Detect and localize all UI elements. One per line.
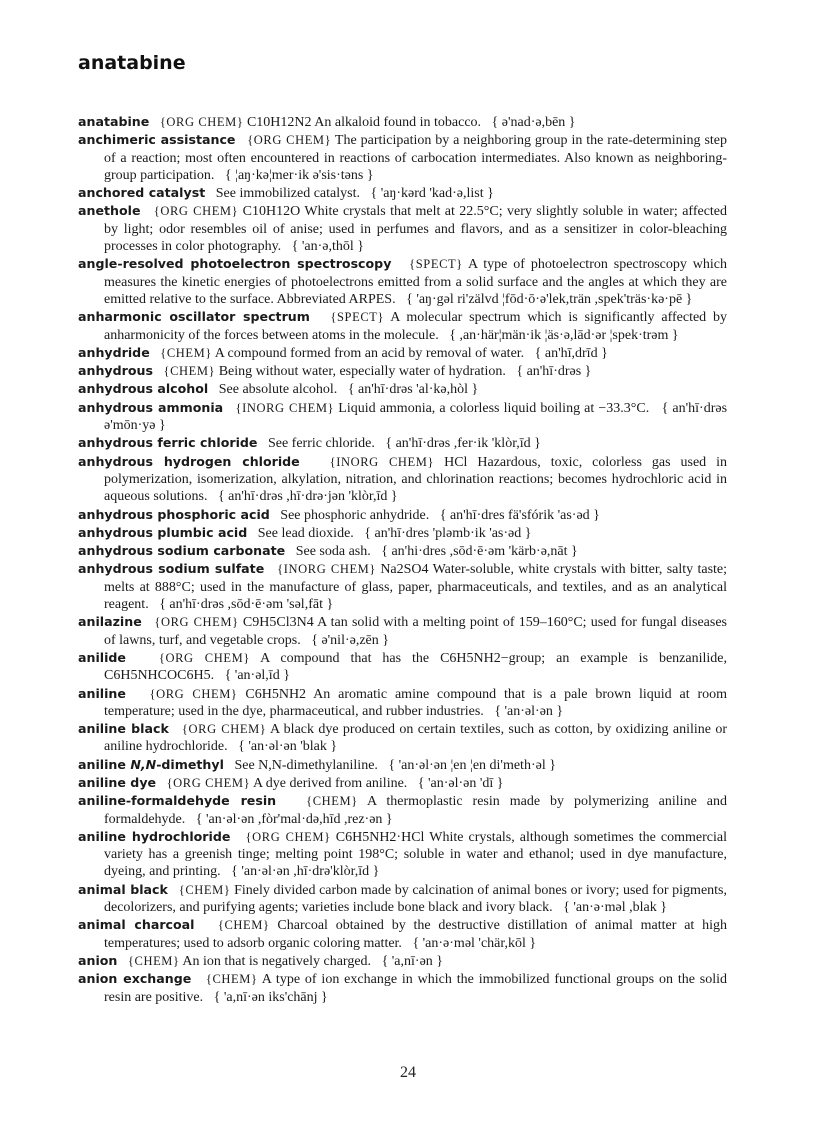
entry-definition: C6H5NH2 An aromatic amine compound that is a pale brown liquid at room temperature; used in the dye, pharmaceutical, and rubber industries.: [104, 686, 728, 719]
entry-term: aniline hydrochloride: [78, 828, 231, 844]
entry-pronunciation: { an'hi·dres ,sōd·ē·əm 'kärb·ə,nāt }: [381, 544, 578, 560]
dictionary-entry: [78, 792, 727, 828]
entry-term: anatabine: [78, 114, 150, 129]
entry-term: anhydrous alcohol: [78, 381, 209, 397]
entry-pronunciation: { an'hī·dres fä'sfórik 'as·əd }: [439, 507, 600, 523]
entry-definition: A molecular spectrum which is significantly affected by anharmonicity of the forces between atoms in the molecule.: [104, 310, 728, 343]
entry-definition: C9H5Cl3N4 A tan solid with a melting point of 159–160°C; used for fungal diseases of lawns, turf, and vegetable crops.: [104, 615, 727, 648]
entry-category: {ORG CHEM}: [149, 686, 238, 701]
entry-term: anhydrous sodium sulfate: [78, 561, 265, 577]
entry-category: {ORG CHEM}: [154, 615, 239, 630]
entry-term: anhydride: [78, 344, 150, 360]
entry-definition: The participation by a neighboring group in the rate-determining step of a reaction; most often encountered in reactions of carbocation intermediates. Also known as neighboring-group participation.: [104, 133, 728, 183]
entry-pronunciation: { an'hī·dres 'pləmb·ik 'as·əd }: [364, 525, 532, 541]
entry-term: anchimeric assistance: [78, 132, 236, 148]
dictionary-entry: [78, 649, 727, 685]
entry-term: animal black: [78, 881, 168, 897]
entry-term: anilazine: [78, 614, 142, 630]
entry-category: {ORG CHEM}: [245, 829, 331, 844]
entry-term: anhydrous ammonia: [78, 399, 224, 415]
entry-category: {INORG CHEM}: [329, 454, 435, 469]
entry-definition: Finely divided carbon made by calcination of animal bones or ivory; used for pigments, decolorizers, and purifying agents; varieties include bone black and ivory black.: [104, 882, 728, 916]
entry-term: anion: [78, 952, 118, 968]
entry-category: {ORG CHEM}: [158, 650, 250, 665]
entry-definition: See absolute alcohol.: [218, 382, 338, 398]
entry-pronunciation: { 'an·əl·ən 'blak }: [238, 739, 338, 755]
entry-category: {CHEM}: [306, 794, 358, 809]
entry-pronunciation: { an'hī·drəs }: [516, 364, 592, 380]
entry-pronunciation: { an'hī·drəs 'al·kə,hòl }: [347, 382, 479, 398]
entry-definition: A dye derived from aniline.: [252, 775, 408, 791]
dictionary-entry: [78, 184, 727, 202]
page-number: 24: [400, 1064, 416, 1081]
entry-category: {INORG CHEM}: [235, 400, 335, 415]
dictionary-entry: [78, 828, 727, 881]
entry-term: anion exchange: [78, 971, 192, 987]
entry-definition: See N,N-dimethylaniline.: [234, 757, 378, 773]
entry-pronunciation: { ə'nil·ə,zēn }: [311, 632, 389, 648]
entry-pronunciation: { an'hī·drəs ə'mōn·yə }: [104, 400, 728, 434]
entry-term: aniline black: [78, 721, 169, 737]
entry-category: {ORG CHEM}: [247, 133, 332, 148]
entry-term: aniline: [78, 685, 126, 701]
entry-pronunciation: { 'an·əl·ən }: [494, 703, 564, 719]
entry-term: angle-resolved photoelectron spectroscopy: [78, 256, 392, 272]
entry-category: {CHEM}: [160, 345, 212, 360]
dictionary-entry: [78, 970, 727, 1006]
entry-term: anharmonic oscillator spectrum: [78, 309, 310, 325]
entry-term: aniline dye: [78, 774, 157, 790]
entry-term: aniline N,N-dimethyl: [78, 756, 224, 772]
entry-pronunciation: { ə'nad·ə,bēn }: [491, 115, 576, 130]
entry-term: animal charcoal: [78, 917, 195, 933]
entry-pronunciation: { ¦aŋ·kə¦mer·ik ə'sis·təns }: [224, 167, 374, 183]
dictionary-entry: [78, 542, 727, 560]
dictionary-entry: [78, 685, 727, 721]
entry-category: {CHEM}: [127, 953, 180, 968]
entry-definition: An ion that is negatively charged.: [182, 953, 372, 969]
entry-definition: A thermoplastic resin made by polymerizing aniline and formaldehyde.: [104, 794, 727, 827]
dictionary-entry: [78, 202, 727, 255]
entry-term: anethole: [78, 203, 141, 219]
dictionary-entry: [78, 720, 727, 756]
entry-pronunciation: { 'a,nī·ən }: [381, 953, 444, 969]
dictionary-entry: [78, 506, 727, 524]
entry-pronunciation: { 'an·əl·ən ¦en ¦en di'meth·əl }: [388, 757, 556, 773]
running-head: anatabine: [78, 52, 186, 74]
entry-pronunciation: { 'a,nī·ən iks'chānj }: [213, 989, 328, 1005]
dictionary-entry: [78, 308, 727, 344]
entry-category: {CHEM}: [217, 918, 270, 933]
entry-list: [78, 113, 727, 1006]
entry-category: {SPECT}: [409, 257, 463, 272]
entry-definition: See phosphoric anhydride.: [280, 507, 430, 523]
entry-pronunciation: { 'an·ə,thōl }: [291, 239, 365, 255]
entry-term: anhydrous: [78, 363, 153, 379]
entry-category: {ORG CHEM}: [159, 115, 244, 129]
entry-term: anhydrous plumbic acid: [78, 524, 248, 540]
entry-definition: See lead dioxide.: [257, 525, 354, 541]
dictionary-entry: [78, 756, 727, 774]
entry-pronunciation: { an'hī·drəs ,sōd·ē·əm 'səl,fāt }: [159, 597, 334, 613]
dictionary-entry: [78, 362, 727, 380]
dictionary-entry: [78, 434, 727, 452]
dictionary-entry: [78, 774, 727, 792]
dictionary-entry: [78, 560, 727, 613]
entry-pronunciation: { an'hī,drīd }: [534, 345, 608, 361]
entry-definition: See soda ash.: [295, 544, 371, 560]
entry-term: anhydrous phosphoric acid: [78, 506, 270, 522]
entry-definition: See ferric chloride.: [267, 436, 375, 452]
dictionary-entry: [78, 113, 727, 131]
entry-term: anhydrous hydrogen chloride: [78, 453, 300, 469]
entry-category: {ORG CHEM}: [166, 775, 251, 790]
entry-definition: A type of photoelectron spectroscopy which measures the kinetic energies of photoelectrons emitted from a solid surface and the angles at which they are emitted relative to the surface. Abbreviated ARPES.: [104, 257, 727, 307]
entry-definition: Na2SO4 Water-soluble, white crystals with bitter, salty taste; melts at 888°C; used in the manufacture of glass, paper, pharmaceuticals, and textiles, and as an analytical reagent.: [104, 562, 728, 613]
entry-pronunciation: { 'aŋ·gəl ri'zälvd ¦fōd·ō·ə'lek,trän ,spek'träs·kə·pē }: [406, 291, 693, 307]
entry-definition: See immobilized catalyst.: [215, 186, 360, 202]
entry-pronunciation: { an'hī·drəs ,hī·drə·jən 'klòr,īd }: [217, 489, 398, 505]
entry-definition: C10H12N2 An alkaloid found in tobacco.: [246, 115, 482, 130]
entry-category: {ORG CHEM}: [181, 722, 267, 737]
entry-category: {CHEM}: [205, 972, 258, 987]
dictionary-entry: [78, 399, 727, 435]
entry-definition: A compound formed from an acid by removal of water.: [214, 345, 525, 361]
entry-definition: C10H12O White crystals that melt at 22.5°C; very slightly soluble in water; affected by light; odor resembles oil of anise; used in perfumes and flavors, and as a sensitizer in color-bleaching processes in color photography.: [104, 204, 728, 255]
entry-pronunciation: { an'hī·drəs ,fer·ik 'klòr,īd }: [385, 436, 541, 452]
dictionary-entry: [78, 881, 727, 917]
entry-pronunciation: { 'an·əl·ən ,fòr'mal·də,hīd ,rez·ən }: [195, 811, 393, 827]
entry-definition: A type of ion exchange in which the immobilized functional groups on the solid resin are positive.: [104, 972, 728, 1005]
entry-pronunciation: { 'aŋ·kərd 'kad·ə,list }: [370, 186, 494, 202]
entry-definition: Being without water, especially water of hydration.: [218, 364, 506, 380]
entry-term: anilide: [78, 649, 126, 665]
entry-pronunciation: { 'an·əl,īd }: [224, 668, 290, 684]
dictionary-entry: [78, 916, 727, 952]
entry-category: {ORG CHEM}: [153, 204, 239, 219]
dictionary-entry: [78, 380, 727, 398]
dictionary-entry: [78, 344, 727, 362]
dictionary-entry: [78, 131, 727, 184]
entry-category: {SPECT}: [330, 310, 385, 325]
entry-term: aniline-formaldehyde resin: [78, 793, 277, 809]
entry-category: {CHEM}: [178, 882, 231, 897]
dictionary-entry: [78, 952, 727, 970]
entry-category: {CHEM}: [163, 364, 216, 379]
entry-term: anhydrous sodium carbonate: [78, 543, 286, 559]
entry-definition: Charcoal obtained by the destructive distillation of animal matter at high temperatures; used to adsorb organic coloring matter.: [104, 918, 728, 951]
entry-definition: C6H5NH2·HCl White crystals, although sometimes the commercial variety has a greenish tinge; melting point 198°C; soluble in water and ethanol; used in dye manufacture, dyeing, and printing.: [104, 829, 727, 880]
dictionary-entry: [78, 255, 727, 308]
entry-pronunciation: { 'an·əl·ən ,hī·drə'klòr,īd }: [231, 864, 380, 880]
entry-pronunciation: { 'an·əl·ən 'dī }: [417, 775, 504, 791]
dictionary-entry: [78, 524, 727, 542]
entry-term: anhydrous ferric chloride: [78, 435, 258, 451]
entry-category: {INORG CHEM}: [277, 562, 376, 577]
dictionary-entry: [78, 453, 727, 506]
entry-pronunciation: { 'an·ə·məl ,blak }: [563, 900, 667, 916]
entry-definition: A black dye produced on certain textiles, such as cotton, by oxidizing aniline or aniline hydrochloride.: [104, 722, 728, 755]
entry-term: anchored catalyst: [78, 185, 206, 201]
entry-pronunciation: { ,an·här¦män·ik ¦äs·ə,lād·ər ¦spek·trəm }: [449, 327, 679, 343]
entry-definition: HCl Hazardous, toxic, colorless gas used in polymerization, isomerization, alkylation, nitration, and chlorination reactions; becomes hydrochloric acid in aqueous solutions.: [104, 454, 728, 505]
entry-definition: Liquid ammonia, a colorless liquid boiling at −33.3°C.: [338, 400, 650, 416]
entry-pronunciation: { 'an·ə·məl 'chär,kōl }: [412, 935, 537, 951]
dictionary-entry: [78, 613, 727, 649]
entry-definition: A compound that has the C6H5NH2−group; an example is benzanilide, C6H5NHCOC6H5.: [104, 650, 727, 684]
